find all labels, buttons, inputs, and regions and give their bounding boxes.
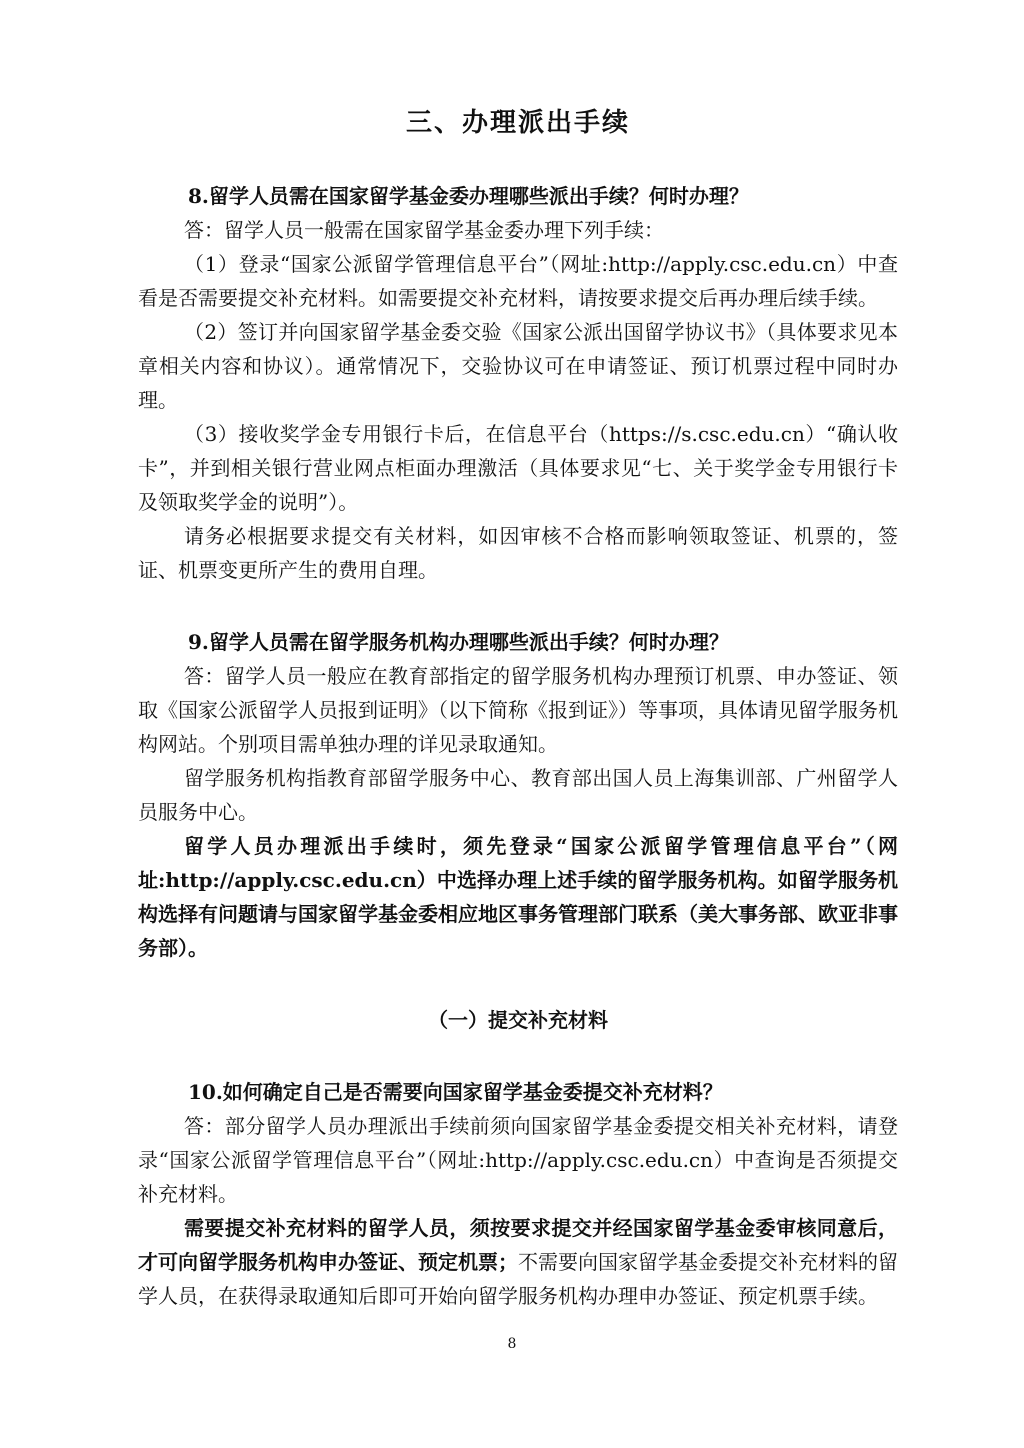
question-10-title: 10.如何确定自己是否需要向国家留学基金委提交补充材料？ [188,1080,723,1104]
question-8-item-1: （1）登录“国家公派留学管理信息平台”（网址:http://apply.csc.edu.cn）中查看是否需要提交补充材料。如需要提交补充材料，请按要求提交后再办理后续手续。 [138,252,898,310]
section-title: 三、办理派出手续 [405,108,630,138]
question-8-item-3: （3）接收奖学金专用银行卡后，在信息平台（https://s.csc.edu.cn）“确认收卡”，并到相关银行营业网点柜面办理激活（具体要求见“七、关于奖学金专用银行卡及领取奖学金的说明”）。 [138,422,898,514]
question-8-title: 8.留学人员需在国家留学基金委办理哪些派出手续？何时办理？ [188,184,749,208]
document-page [138,92,898,1313]
question-9-agencies: 留学服务机构指教育部留学服务中心、教育部出国人员上海集训部、广州留学人员服务中心。 [138,766,898,824]
subsection-title: （一）提交补充材料 [428,1008,608,1032]
question-9-answer: 答：留学人员一般应在教育部指定的留学服务机构办理预订机票、申办签证、领取《国家公派留学人员报到证明》（以下简称《报到证》）等事项，具体请见留学服务机构网站。个别项目需单独办理的详见录取通知。 [138,664,898,756]
question-10-requirement [138,1211,898,1313]
question-9-title: 9.留学人员需在留学服务机构办理哪些派出手续？何时办理？ [188,630,729,654]
question-10-rest-part: 不需要向国家留学基金委提交补充材料的留学人员，在获得录取通知后即可开始向留学服务机构办理申办签证、预定机票手续。 [138,1250,898,1308]
page-number: 8 [507,1336,517,1352]
question-8-item-2: （2）签订并向国家留学基金委交验《国家公派出国留学协议书》（具体要求见本章相关内容和协议）。通常情况下，交验协议可在申请签证、预订机票过程中同时办理。 [138,320,898,412]
question-8-note: 请务必根据要求提交有关材料，如因审核不合格而影响领取签证、机票的，签证、机票变更所产生的费用自理。 [138,524,898,582]
question-9-bold-notice: 留学人员办理派出手续时，须先登录“国家公派留学管理信息平台”（网址:http://apply.csc.edu.cn）中选择办理上述手续的留学服务机构。如留学服务机构选择有问题请与国家留学基金委相应地区事务管理部门联系（美大事务部、欧亚非事务部）。 [138,834,898,960]
question-8-answer-intro: 答：留学人员一般需在国家留学基金委办理下列手续： [184,218,664,242]
question-10-bold-part: 需要提交补充材料的留学人员，须按要求提交并经国家留学基金委审核同意后，才可向留学服务机构申办签证、预定机票； [138,1216,898,1274]
question-10-answer: 答：部分留学人员办理派出手续前须向国家留学基金委提交相关补充材料，请登录“国家公派留学管理信息平台”（网址:http://apply.csc.edu.cn）中查询是否须提交补充材料。 [138,1114,898,1206]
